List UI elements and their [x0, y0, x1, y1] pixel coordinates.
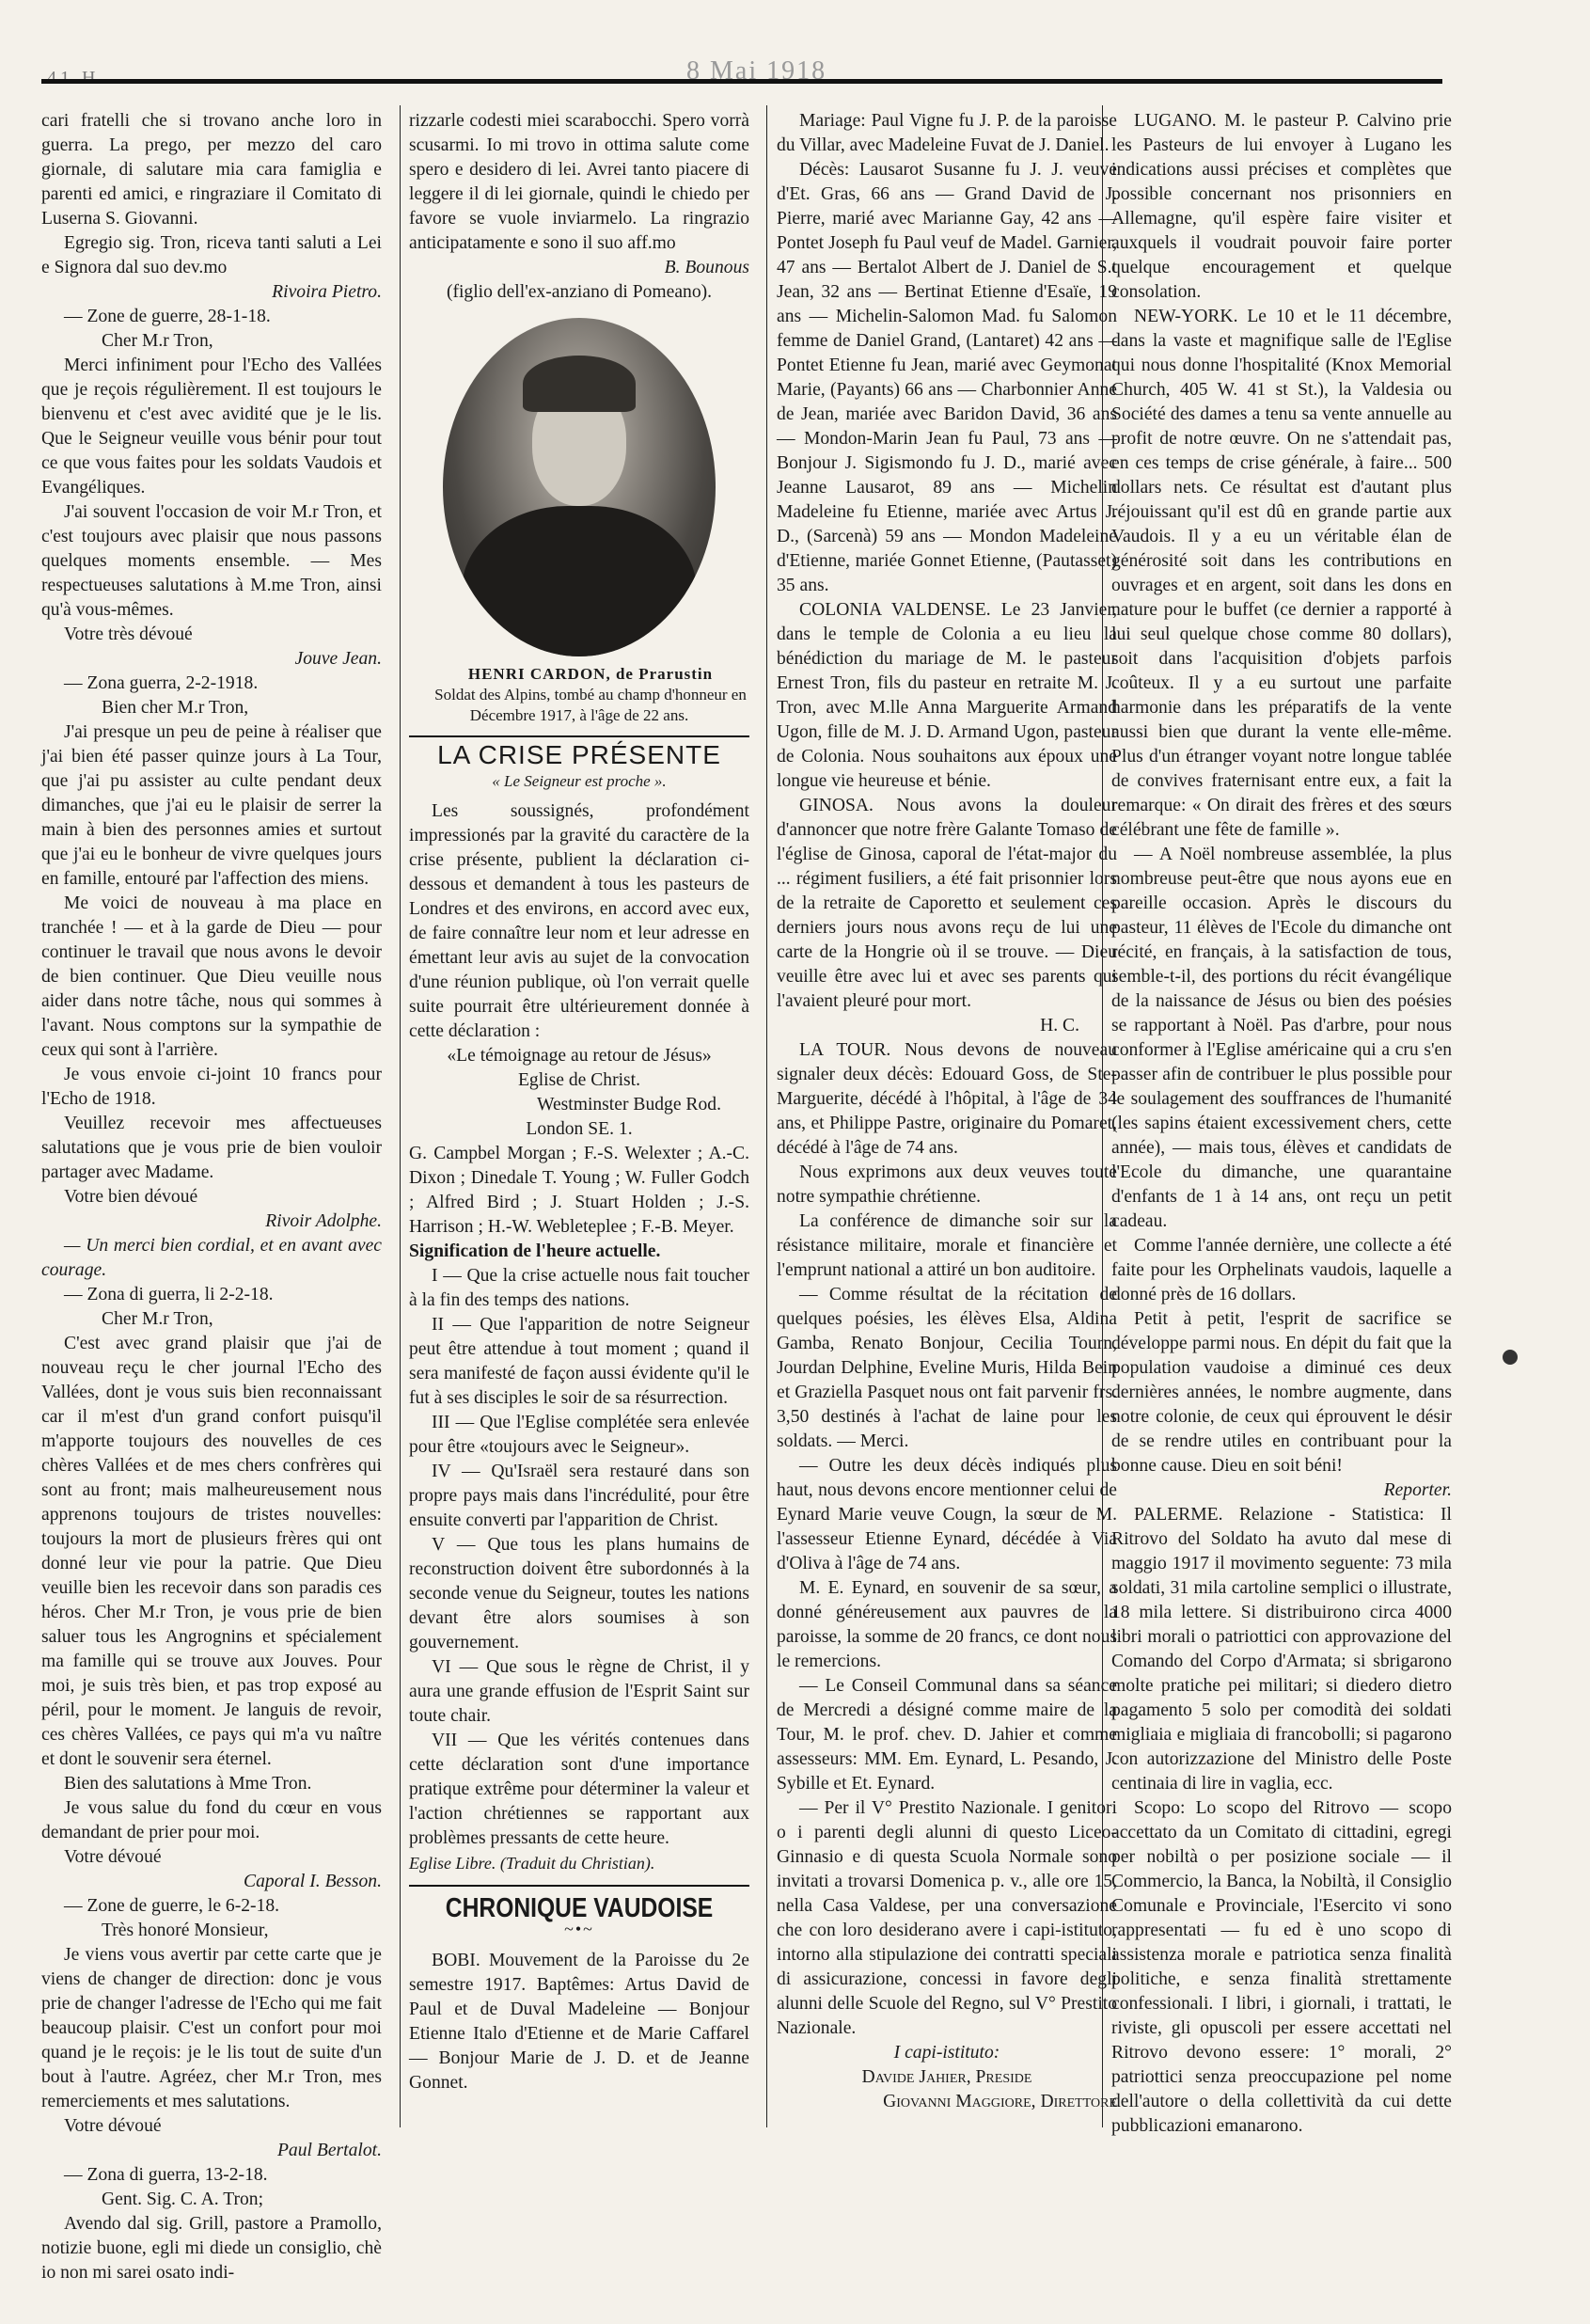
- column-3: [777, 109, 1117, 2114]
- chronicle-text: BOBI. Mouvement de la Paroisse du 2e semestre 1917. Baptêmes: Artus David de Paul et de Duval Madeleine — Bonjour Etienne Italo d'Etienne et de Marie Caffarel — Bonjour Marie de J. D. et de Jeanne Gonnet.: [409, 1951, 749, 2093]
- chronicle-text: Comme l'année dernière, une collecte a été faite pour les Orphelinats vaudois, laquelle a donné près de 16 dollars.: [1111, 1236, 1452, 1304]
- declaration-item: III — Que l'Eglise complétée sera enlevée pour être «toujours avec le Seigneur».: [409, 1413, 749, 1457]
- chronicle-text: Mariage: Paul Vigne fu J. P. de la paroisse du Villar, avec Madeleine Fuvat de J. Daniel.: [777, 111, 1117, 155]
- salutation: Bien cher M.r Tron,: [102, 698, 249, 718]
- chronicle-text: NEW-YORK. Le 10 et le 11 décembre, dans la vaste et magnifique salle de l'Eglise qui nous donne l'hospitalité (Knox Memorial Church, 405 W. 41 st St.), la Valdesia ou Société des dames a tenu sa vente annuelle au profit de notre œuvre. On ne s'attendait pas, en ces temps de crise générale, à faire... 500 dollars nets. Ce résultat est d'autant plus réjouissant qu'il est dû en grande partie aux Vaudois. Il y a eu un véritable élan de générosité soit dans les contributions en ouvrages et en argent, soit dans les dons en nature pour le buffet (ce dernier a rapporté à lui seul quelque chose comme 80 dollars), soit dans l'acquisition d'objets parfois coûteux. Il y a eu surtout une parfaite harmonie dans les préparatifs de la vente aussi bien que durant la vente elle-même. Plus d'un étranger voyant notre longue tablée de convives fraternisant entre eux, a fait la remarque: « On dirait des frères et des sœurs célébrant une fête de famille ».: [1111, 307, 1452, 840]
- article-title-crise: LA CRISE PRÉSENTE: [437, 740, 721, 769]
- letter-text: Merci infiniment pour l'Echo des Vallées que je reçois régulièrement. Il est toujours le bienvenu et c'est avec avidité que je le lis. Que le Seigneur veuille vous bénir pour tout ce que vous faites pour les soldats Vaudois et Evangéliques.: [41, 356, 382, 498]
- soldier-portrait-photo: [443, 318, 716, 656]
- signature: Giovanni Maggiore, Direttore: [883, 2092, 1117, 2111]
- dateline: — Zona guerra, 2-2-1918.: [64, 673, 259, 693]
- ornament-divider: ~•~: [564, 1920, 594, 1938]
- letter-text: cari fratelli che si trovano anche loro in guerra. La prego, per mezzo del caro giornale, di salutare mia cara famiglia e parenti ed amici, e ringraziare il Comitato di Luserna S. Giovanni.: [41, 111, 382, 229]
- chronicle-text: — Comme résultat de la récitation de quelques poésies, les élèves Elsa, Aldina Gamba, Renato Bonjour, Cecilia Tourn, Jourdan Delphine, Eveline Muris, Hilda Bein et Graziella Pasquet nous ont fait parvenir frs. 3,50 destinés à l'achat de laine pour les soldats. — Merci.: [777, 1285, 1117, 1451]
- article-address: Westminster Budge Rod.: [537, 1095, 721, 1115]
- signature: Rivoira Pietro.: [272, 282, 382, 302]
- chronicle-text: LA TOUR. Nous devons de nouveau signaler deux décès: Edouard Goss, de Ste-Marguerite, décédé à l'hôpital, à l'âge de 34 ans, et Philippe Pastre, originaire du Pomaret, décédé à l'âge de 74 ans.: [777, 1040, 1117, 1158]
- column-divider: [400, 105, 401, 2127]
- photo-caption-name: HENRI CARDON, de Prarustin: [467, 665, 714, 683]
- closing: Votre bien dévoué: [64, 1187, 198, 1207]
- signature: H. C.: [1040, 1016, 1079, 1036]
- letter-text: C'est avec grand plaisir que j'ai de nouveau reçu le cher journal l'Echo des Vallées, dont je vous suis bien reconnaissant car il m'est d'un grand confort puisqu'il m'apporte toujours des nouvelles de ces chères Vallées et de mes chers confrères qui sont au front; mais malheureusement nous apprenons toujours de tristes nouvelles: toujours la mort de plusieurs frères qui ont donné leur vie pour la patrie. Que Dieu veuille bien les recevoir dans son paradis ces héros. Cher M.r Tron, je vous prie de bien saluer tous les Angrognins et spécialement ma famille qui se trouve aux Jouves. Pour moi, je suis très bien, et pas trop exposé au péril, pour le moment. Je languis de revoir, ces chères Vallées, ce pays qui m'a vu naître et dont le souvenir sera éternel.: [41, 1334, 382, 1769]
- article-address: London SE. 1.: [526, 1119, 633, 1139]
- signature: B. Bounous: [664, 258, 749, 277]
- salutation: Cher M.r Tron,: [102, 331, 213, 351]
- signature: Reporter.: [1383, 1480, 1452, 1500]
- chronicle-text: — Le Conseil Communal dans sa séance de Mercredi a désigné comme maire de la Tour, M. le prof. chev. D. Jahier et comme assesseurs: MM. Em. Eynard, L. Pesando, J. Sybille et Et. Eynard.: [777, 1676, 1117, 1794]
- chronicle-text: COLONIA VALDENSE. Le 23 Janvier, dans le temple de Colonia a eu lieu la bénédiction du mariage de M. le pasteur Ernest Tron, fils du pasteur en retraite M. J. Tron, avec M.lle Anna Marguerite Armand Ugon, fille de M. J. D. Armand Ugon, pasteur de Colonia. Nous souhaitons aux époux une longue vie heureuse et bénie.: [777, 600, 1117, 791]
- chronicle-text: — Per il V° Prestito Nazionale. I genitori o i parenti degli alunni di questo Liceo-Ginnasio e di questa Scuola Normale sono invitati a trovarsi Domenica p. v., alle ore 15, nella Casa Valdese, per una conversazione che con loro desiderano avere i capi-istituto, intorno alla stipulazione dei contratti speciali di assicurazione, concessi in favore degli alunni delle Scuole del Regno, sul V° Prestito Nazionale.: [777, 1798, 1117, 2038]
- chronicle-text: — Outre les deux décès indiqués plus haut, nous devons encore mentionner celui de Eynard Marie veuve Cougn, la sœur de M. l'assesseur Etienne Eynard, décédée à Via d'Oliva à l'âge de 74 ans.: [777, 1456, 1117, 1573]
- letter-text: Bien des salutations à Mme Tron.: [64, 1774, 312, 1794]
- letter-text: Je viens vous avertir par cette carte que je viens de changer de direction: donc je vous prie de changer l'adresse de l'Echo qui me fait beaucoup plaisir. C'est un confort pour moi quand je le reçois: je le lis tout de suite d'un bout à l'autre. Agréez, cher M.r Tron, mes remerciements et mes salutations.: [41, 1945, 382, 2111]
- article-text: Les soussignés, profondément impressionés par la gravité du caractère de la crise présente, publient la déclaration ci-dessous et demandent à tous les pasteurs de Londres et des environs, en accord avec eux, de faire connaître leur nom et leur adresse en émettant leur avis au sujet de la convocation d'une réunion publique, où l'on verrait quelle suite pourrait être ultérieurement donnée à cette déclaration :: [409, 801, 749, 1041]
- article-text: «Le témoignage au retour de Jésus»: [447, 1046, 712, 1066]
- signature: Davide Jahier, Preside: [861, 2067, 1032, 2087]
- signature-title: I capi-istituto:: [893, 2043, 1000, 2063]
- portrait-hair: [523, 356, 636, 412]
- declaration-item: IV — Qu'Israël sera restauré dans son propre pays mais dans l'incrédulité, pour être ensuite converti par l'apparition de Christ.: [409, 1462, 749, 1530]
- page-header-mark-center: 8 Mai 1918: [686, 56, 827, 86]
- letter-text: J'ai presque un peu de peine à réaliser que j'ai bien été passer quinze jours à La Tour, que j'ai pu assister au culte pendant deux dimanches, que j'ai eu le plaisir de serrer la main à bien des personnes amies et surtout que j'ai eu le bonheur de vivre quelques jours en famille, entouré par l'affection des miens.: [41, 722, 382, 889]
- chronicle-text: M. E. Eynard, en souvenir de sa sœur, a donné généreusement aux pauvres de la paroisse, la somme de 20 francs, ce dont nous le remercions.: [777, 1578, 1117, 1671]
- dateline: — Zone de guerre, 28-1-18.: [64, 307, 271, 326]
- editor-note: — Un merci bien cordial, et en avant avec courage.: [41, 1236, 382, 1280]
- letter-text: Me voici de nouveau à ma place en tranchée ! — et à la garde de Dieu — pour continuer le travail que nous avons le devoir de bien continuer. Que Dieu veuille nous aider dans notre tâche, nous qui sommes à l'avant. Nous comptons sur la sympathie de ceux qui sont à l'arrière.: [41, 893, 382, 1060]
- letter-text: rizzarle codesti miei scarabocchi. Spero vorrà scusarmi. Io mi trovo in ottima salute come spero e desidero di lei. Avrei tanto piacere di leggere il di lei giornale, quindi le chiedo per favore se vuole inviarmelo. La ringrazio anticipatamente e sono il suo aff.mo: [409, 111, 749, 253]
- binding-hole-mark: [1503, 1350, 1518, 1365]
- salutation: Gent. Sig. C. A. Tron;: [102, 2190, 264, 2209]
- column-divider: [766, 105, 767, 2127]
- closing: Votre dévoué: [64, 2116, 162, 2136]
- column-4: [1111, 109, 1452, 2139]
- letter-text: Veuillez recevoir mes affectueuses salutations que je vous prie de bien vouloir partager avec Madame.: [41, 1114, 382, 1182]
- portrait-uniform: [462, 506, 697, 656]
- signature: Paul Bertalot.: [276, 2141, 382, 2160]
- signatories-list: G. Campbel Morgan ; F.-S. Welexter ; A.-C. Dixon ; Dinedale T. Young ; W. Fuller Godch ; Alfred Bird ; J. Stuart Holden ; J.-S. Harrison ; H.-W. Webleteplee ; F.-B. Meyer.: [409, 1144, 749, 1237]
- chronicle-text: Petit à petit, l'esprit de sacrifice se développe parmi nous. En dépit du fait que la population vaudoise a diminué ces deux dernières années, le nombre augmente, dans notre colonie, de ceux qui éprouvent le désir de se rendre utiles en contribuant pour la bonne cause. Dieu en soit béni!: [1111, 1309, 1452, 1476]
- photo-caption-text: Soldat des Alpins, tombé au champ d'honneur en Décembre 1917, à l'âge de 22 ans.: [434, 686, 747, 724]
- signature-note: (figlio dell'ex-anziano di Pomeano).: [446, 282, 713, 302]
- dateline: — Zona di guerra, li 2-2-18.: [64, 1285, 274, 1304]
- letter-text: Je vous envoie ci-joint 10 francs pour l'Echo de 1918.: [41, 1065, 382, 1109]
- chronicle-text: Décès: Lausarot Susanne fu J. J. veuve d'Et. Gras, 66 ans — Grand David de J. Pierre, marié avec Marianne Gay, 42 ans — Pontet Joseph fu Paul veuf de Madel. Garnier, 47 ans — Bertalot Albert de J. Daniel de S.t Jean, 32 ans — Bertinat Etienne d'Esaïe, 19 ans — Michelin-Salomon Mad. fu Salomon femme de Daniel Grand, (Lantaret) 42 ans — Pontet Etienne fu Jean, marié avec Geymonat Marie, (Payants) 66 ans — Charbonnier Anne de Jean, mariée avec Baridon David, 36 ans — Mondon-Marin Jean fu Paul, 73 ans — Bonjour J. Sigismondo fu J. D., marié avec Jeanne Lausarot, 89 ans — Michelin Madeleine fu Etienne, mariée avec Artus J. D., (Sarcenà) 59 ans — Mondon Madeleine d'Etienne, mariée Gonnet Etienne, (Pautasset) 35 ans.: [777, 160, 1117, 595]
- chronicle-text: — A Noël nombreuse assemblée, la plus nombreuse peut-être que nous ayons eue en pareille occasion. Après le discours du pasteur, 11 élèves de l'Ecole du dimanche ont récité, en français, à la satisfaction de tous, semble-t-il, des portions du récit évangélique de la naissance de Jésus ou bien des poésies se rapportant à Noël. Pas d'arbre, pour nous conformer à l'Eglise américaine qui a cru s'en passer afin de contribuer le plus possible pour le soulagement des souffrances de l'humanité (les sapins étaient excessivement chers, cette année), — mais tous, élèves et candidats de l'Ecole du dimanche, une quarantaine d'enfants de 1 à 14 ans, ont reçu un petit cadeau.: [1111, 845, 1452, 1231]
- section-title-chronique: CHRONIQUE VAUDOISE: [445, 1893, 714, 1923]
- chronicle-text: Nous exprimons aux deux veuves toute notre sympathie chrétienne.: [777, 1162, 1117, 1207]
- letter-text: J'ai souvent l'occasion de voir M.r Tron, et c'est toujours avec plaisir que nous passons quelques moments ensemble. — Mes respectueuses salutations à M.me Tron, ainsi qu'à vous-mêmes.: [41, 502, 382, 620]
- closing: Votre très dévoué: [64, 624, 193, 644]
- signature: Rivoir Adolphe.: [265, 1211, 382, 1231]
- column-1: [41, 109, 382, 2285]
- chronicle-text: LUGANO. M. le pasteur P. Calvino prie les Pasteurs de lui envoyer à Lugano les indications aussi précises et complètes que possible concernant nos prisonniers en Allemagne, qu'il espère faire visiter et auxquels il voudrait pouvoir faire porter quelque encouragement et quelque consolation.: [1111, 111, 1452, 302]
- declaration-item: V — Que tous les plans humains de reconstruction doivent être subordonnés à la seconde venue du Seigneur, toutes les nations devant être alors soumises à son gouvernement.: [409, 1535, 749, 1652]
- section-rule: [409, 735, 749, 737]
- signature: Caporal I. Besson.: [244, 1872, 382, 1891]
- signature: Jouve Jean.: [294, 649, 382, 669]
- page-header-mark-left: 41 H: [47, 68, 100, 88]
- chronicle-text: GINOSA. Nous avons la douleur d'annoncer que notre frère Galante Tomaso de l'église de Ginosa, caporal de l'état-major du ... régiment fusiliers, a été fait prisonnier lors de la retraite de Caporetto et seulement ces derniers jours nous avons reçu de lui une carte de la Hongrie où il se trouve. — Dieu veuille être avec lui et avec ses parents qui l'avaient pleuré pour mort.: [777, 796, 1117, 1011]
- header-rule: [41, 79, 1442, 84]
- article-subtitle: « Le Seigneur est proche ».: [492, 772, 667, 790]
- section-rule: [409, 1885, 749, 1887]
- salutation: Très honoré Monsieur,: [102, 1921, 269, 1940]
- declaration-item: II — Que l'apparition de notre Seigneur peut être attendue à tout moment ; quand il sera manifesté de façon aussi évidente qu'il le fut à ses disciples le soir de sa résurrection.: [409, 1315, 749, 1408]
- declaration-item: VII — Que les vérités contenues dans cette déclaration sont d'une importance pratique extrême pour déterminer la valeur et l'action chrétiennes se rapportant aux problèmes pressants de cette heure.: [409, 1731, 749, 1848]
- salutation: Cher M.r Tron,: [102, 1309, 213, 1329]
- chronicle-text: PALERME. Relazione - Statistica: Il Ritrovo del Soldato ha avuto dal mese di maggio 1917 il movimento seguente: 73 mila soldati, 31 mila cartoline semplici o illustrate, 18 mila lettere. Si distribuirono circa 4000 libri morali o patriottici con approvazione del Comando del Corpo d'Armata; si sbrigarono molte pratiche pei militari; si diedero dietro pagamento 5 solo per comodità dei soldati migliaia e migliaia di francobolli; si pagarono con autorizzazione del Ministro delle Poste centinaia di lire in vaglia, ecc.: [1111, 1505, 1452, 1794]
- article-text: Eglise de Christ.: [517, 1070, 641, 1090]
- chronicle-text: La conférence de dimanche soir sur la résistance militaire, morale et financière et l'emprunt national a attiré un bon auditoire.: [777, 1211, 1117, 1280]
- dateline: — Zona di guerra, 13-2-18.: [64, 2165, 268, 2185]
- closing: Votre dévoué: [64, 1847, 162, 1867]
- letter-text: Je vous salue du fond du cœur en vous demandant de prier pour moi.: [41, 1798, 382, 1842]
- column-2: [409, 109, 749, 2095]
- section-heading: Signification de l'heure actuelle.: [409, 1241, 661, 1261]
- declaration-item: I — Que la crise actuelle nous fait toucher à la fin des temps des nations.: [409, 1266, 749, 1310]
- declaration-item: VI — Que sous le règne de Christ, il y aura une grande effusion de l'Esprit Saint sur toute chair.: [409, 1657, 749, 1726]
- letter-text: Avendo dal sig. Grill, pastore a Pramollo, notizie buone, egli mi diede un consiglio, chè io non mi sarei osato indi-: [41, 2214, 382, 2283]
- chronicle-text: Scopo: Lo scopo del Ritrovo — scopo accettato da un Comitato di cittadini, egregi per nobiltà o per posizione sociale — il Commercio, la Banca, la Nobiltà, il Consiglio Comunale e Provinciale, l'Esercito vi sono rappresentati — fu ed è uno scopo di assistenza morale e patriotica senza finalità politiche, e senza finalità strettamente confessionali. I libri, i giornali, i trattati, le riviste, gli opuscoli per essere accettati nel Ritrovo devono essere: 1° morali, 2° patriottici senza preoccupazione pel nome dell'autore o della collettività da cui dette pubblicazioni emanarono.: [1111, 1798, 1452, 2136]
- dateline: — Zone de guerre, le 6-2-18.: [64, 1896, 280, 1916]
- article-source: Eglise Libre. (Traduit du Christian).: [409, 1854, 655, 1873]
- letter-text: Egregio sig. Tron, riceva tanti saluti a Lei e Signora dal suo dev.mo: [41, 233, 382, 277]
